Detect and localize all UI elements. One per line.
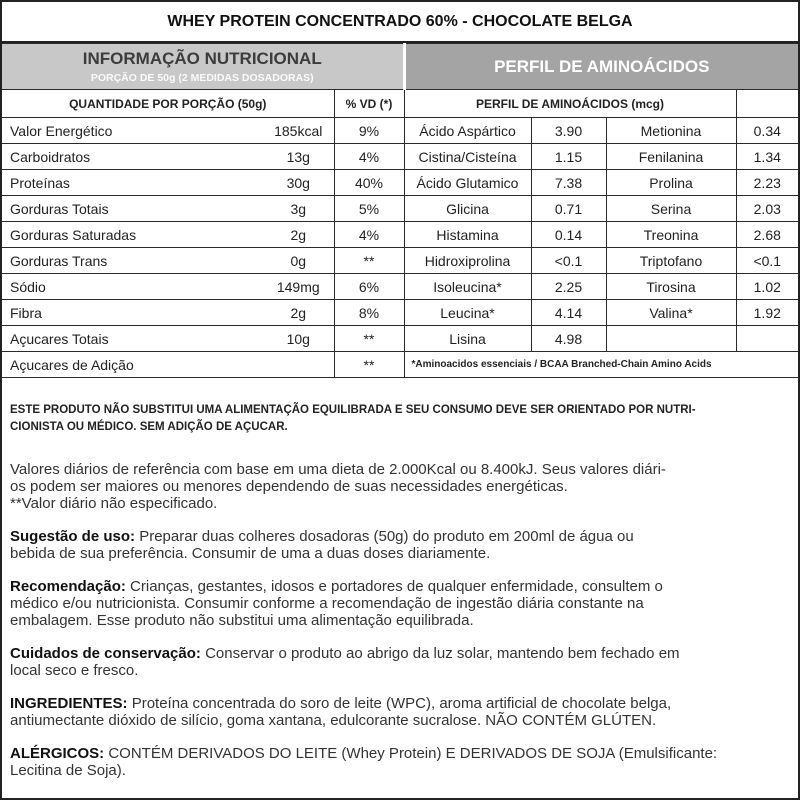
nutrient-name: Sódio [2,274,263,300]
nutrient-daily-value: 5% [334,196,404,222]
text-line [10,461,717,478]
amino-header: PERFIL DE AMINOÁCIDOS [404,44,798,90]
nutrient-amount: 2g [263,300,334,326]
section-text: CONTÉM DERIVADOS DO LEITE (Whey Protein) E DERIVADOS DE SOJA (Emulsificante: [108,745,718,762]
amino-acid-value: 0.34 [736,118,798,144]
amino-acid-name: Leucina* [404,300,531,326]
text-line [10,612,717,629]
table-row [2,326,798,352]
amino-acid-name: Glicina [404,196,531,222]
amino-acid-name: Serina [606,196,736,222]
table-row [2,144,798,170]
section-label: Recomendação: [10,578,126,595]
nutrient-daily-value: 4% [334,144,404,170]
nutrient-daily-value: ** [334,326,404,352]
ingredients [10,695,717,729]
amino-acid-name: Cistina/Cisteína [404,144,531,170]
amino-acid-value: 2.68 [736,222,798,248]
nutrient-daily-value: 8% [334,300,404,326]
info-sections [10,461,717,795]
amino-acid-value: 1.34 [736,144,798,170]
text-line [10,578,717,595]
section-text: médico e/ou nutricionista. Consumir conforme a recomendação de ingestão diária constante na [10,595,644,612]
section-label: Cuidados de conservação: [10,645,201,662]
text-line [10,645,717,662]
nutrient-amount: 10g [263,326,334,352]
column-header-row [2,90,798,118]
allergens [10,745,717,779]
storage-care [10,645,717,679]
text-line [10,762,717,779]
table-body [2,118,798,378]
amino-acid-value: 1.02 [736,274,798,300]
section-text: Proteína concentrada do soro de leite (WPC), aroma artificial de chocolate belga, [131,695,672,712]
section-text: local seco e fresco. [10,662,139,679]
table-row [2,222,798,248]
section-text: Conservar o produto ao abrigo da luz solar, mantendo bem fechado em [205,645,680,662]
section-text: Crianças, gestantes, idosos e portadores de qualquer enfermidade, consultem o [130,578,663,595]
amino-acid-value: 2.23 [736,170,798,196]
amino-acid-name: Ácido Glutamico [404,170,531,196]
usage-suggestion [10,528,717,562]
amino-acid-value: 3.90 [531,118,606,144]
recommendation [10,578,717,629]
section-text: **Valor diário não especificado. [10,495,218,512]
table-row [2,352,798,378]
amino-acid-value: 0.14 [531,222,606,248]
nutrient-amount: 0g [263,248,334,274]
nutrient-amount: 185kcal [263,118,334,144]
text-line [10,495,717,512]
amino-footnote: *Aminoacidos essenciais / BCAA Branched-Chain Amino Acids [404,352,798,378]
nutrient-amount: 3g [263,196,334,222]
nutrient-name: Carboidratos [2,144,263,170]
amino-acid-value: <0.1 [736,248,798,274]
amino-acid-value: 7.38 [531,170,606,196]
section-text: os podem ser maiores ou menores dependendo de suas necessidades energéticas. [10,478,568,495]
table-row [2,300,798,326]
nutrient-daily-value: 9% [334,118,404,144]
amino-acid-name: Triptofano [606,248,736,274]
warning-line: ESTE PRODUTO NÃO SUBSTITUI UMA ALIMENTAÇÃO EQUILIBRADA E SEU CONSUMO DEVE SER ORIENTADO POR NUTRI- [10,404,696,416]
section-text: embalagem. Esse produto não substitui uma alimentação equilibrada. [10,612,474,629]
section-text: bebida de sua preferência. Consumir de uma a duas doses diariamente. [10,545,491,562]
product-title: WHEY PROTEIN CONCENTRADO 60% - CHOCOLATE BELGA [2,2,798,43]
empty-header-cell [736,90,798,118]
amino-acid-value: 1.92 [736,300,798,326]
text-line [10,478,717,495]
nutrient-name: Proteínas [2,170,263,196]
nutrient-name: Gorduras Trans [2,248,263,274]
text-line [10,745,717,762]
amino-acid-name: Hidroxiprolina [404,248,531,274]
nutrient-daily-value: 6% [334,274,404,300]
text-line [10,695,717,712]
amino-acid-name: Histamina [404,222,531,248]
table-row [2,274,798,300]
nutrition-header-title: INFORMAÇÃO NUTRICIONAL [82,48,322,68]
nutrient-name: Gorduras Totais [2,196,263,222]
section-label: INGREDIENTES: [10,695,128,712]
amino-acid-name: Valina* [606,300,736,326]
daily-value-column-header: % VD (*) [334,90,404,118]
nutrient-name: Açucares Totais [2,326,263,352]
nutrient-name: Gorduras Saturadas [2,222,263,248]
table-row [2,170,798,196]
amino-acid-name: Fenilanina [606,144,736,170]
nutrition-table [2,43,798,378]
nutrient-amount: 149mg [263,274,334,300]
amino-column-header: PERFIL DE AMINOÁCIDOS (mcg) [404,90,736,118]
table-row [2,248,798,274]
amino-acid-value: 4.98 [531,326,606,352]
nutrient-amount: 30g [263,170,334,196]
header-row [2,44,798,90]
nutrient-daily-value: 4% [334,222,404,248]
nutrition-header [2,44,404,90]
amino-acid-value: 2.25 [531,274,606,300]
section-text: Valores diários de referência com base em uma dieta de 2.000Kcal ou 8.400kJ. Seus valores diári- [10,461,666,478]
section-label: Sugestão de uso: [10,528,136,545]
amino-acid-value: 2.03 [736,196,798,222]
amino-acid-value: 0.71 [531,196,606,222]
empty-cell [263,352,334,378]
nutrient-daily-value: ** [334,248,404,274]
amino-acid-name: Isoleucina* [404,274,531,300]
amino-acid-name: Metionina [606,118,736,144]
table-row [2,118,798,144]
quantity-column-header: QUANTIDADE POR PORÇÃO (50g) [2,90,334,118]
nutrient-amount: 13g [263,144,334,170]
amino-acid-value: 4.14 [531,300,606,326]
section-text: antiumectante dióxido de silício, goma xantana, edulcorante sucralose. NÃO CONTÉM GLÚTEN. [10,712,657,729]
nutrient-name: Fibra [2,300,263,326]
amino-acid-name: Lisina [404,326,531,352]
reference-values-note [10,461,717,512]
amino-acid-name: Ácido Aspártico [404,118,531,144]
nutrient-name: Açucares de Adição [2,352,263,378]
empty-cell [606,326,736,352]
section-text: Preparar duas colheres dosadoras (50g) do produto em 200ml de água ou [139,528,634,545]
amino-acid-name: Prolina [606,170,736,196]
nutrient-daily-value: ** [334,352,404,378]
text-line [10,712,717,729]
amino-acid-name: Treonina [606,222,736,248]
text-line [10,528,717,545]
amino-acid-name: Tirosina [606,274,736,300]
text-line [10,595,717,612]
nutrient-name: Valor Energético [2,118,263,144]
nutrient-daily-value: 40% [334,170,404,196]
warning-line: CIONISTA OU MÉDICO. SEM ADIÇÃO DE AÇUCAR. [10,421,288,433]
table-row [2,196,798,222]
amino-acid-value: 1.15 [531,144,606,170]
empty-cell [736,326,798,352]
text-line [10,662,717,679]
warning-notice [10,402,696,436]
section-label: ALÉRGICOS: [10,745,105,762]
amino-acid-value: <0.1 [531,248,606,274]
nutrient-amount: 2g [263,222,334,248]
text-line [10,545,717,562]
section-text: Lecitina de Soja). [10,762,126,779]
serving-size: PORÇÃO DE 50g (2 MEDIDAS DOSADORAS) [90,71,314,84]
